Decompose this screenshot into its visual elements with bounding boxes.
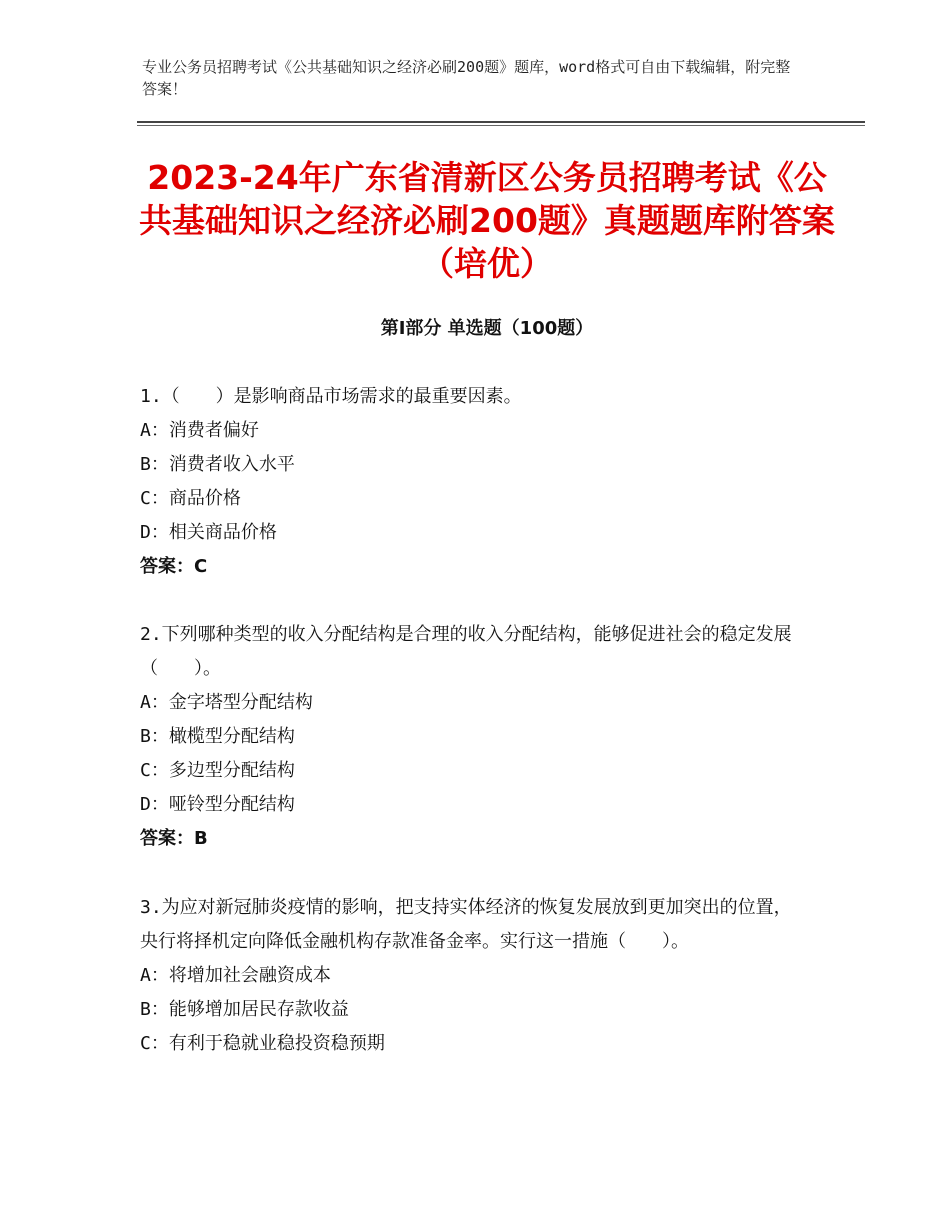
option-c: C：有利于稳就业稳投资稳预期 [140, 1033, 385, 1054]
option-d: D：哑铃型分配结构 [140, 794, 295, 815]
option-a: A：将增加社会融资成本 [140, 965, 331, 986]
question-block-3 [140, 891, 800, 1061]
option-a: A：消费者偏好 [140, 420, 259, 441]
question-block-1 [140, 380, 800, 584]
option-b: B：消费者收入水平 [140, 454, 295, 475]
header-divider-thin [137, 125, 865, 126]
question-stem: 1.（ ）是影响商品市场需求的最重要因素。 [140, 386, 522, 407]
question-stem: 3.为应对新冠肺炎疫情的影响，把支持实体经济的恢复发展放到更加突出的位置，央行将择机定向降低金融机构存款准备金率。实行这一措施（ ）。 [140, 897, 792, 952]
header-divider-thick [137, 121, 865, 123]
option-a: A：金字塔型分配结构 [140, 692, 313, 713]
document-title: 2023-24年广东省清新区公务员招聘考试《公共基础知识之经济必刷200题》真题题库附答案（培优） [139, 158, 835, 283]
header-note: 专业公务员招聘考试《公共基础知识之经济必刷200题》题库，word格式可自由下载编辑，附完整答案！ [142, 58, 791, 98]
answer: 答案：B [140, 828, 208, 849]
question-stem: 2.下列哪种类型的收入分配结构是合理的收入分配结构，能够促进社会的稳定发展（ ）。 [140, 624, 792, 679]
question-block-2 [140, 618, 800, 856]
option-c: C：多边型分配结构 [140, 760, 295, 781]
option-b: B：能够增加居民存款收益 [140, 999, 349, 1020]
section-title: 第I部分 单选题（100题） [380, 318, 594, 339]
option-b: B：橄榄型分配结构 [140, 726, 295, 747]
option-d: D：相关商品价格 [140, 522, 277, 543]
answer: 答案：C [140, 556, 208, 577]
option-c: C：商品价格 [140, 488, 241, 509]
